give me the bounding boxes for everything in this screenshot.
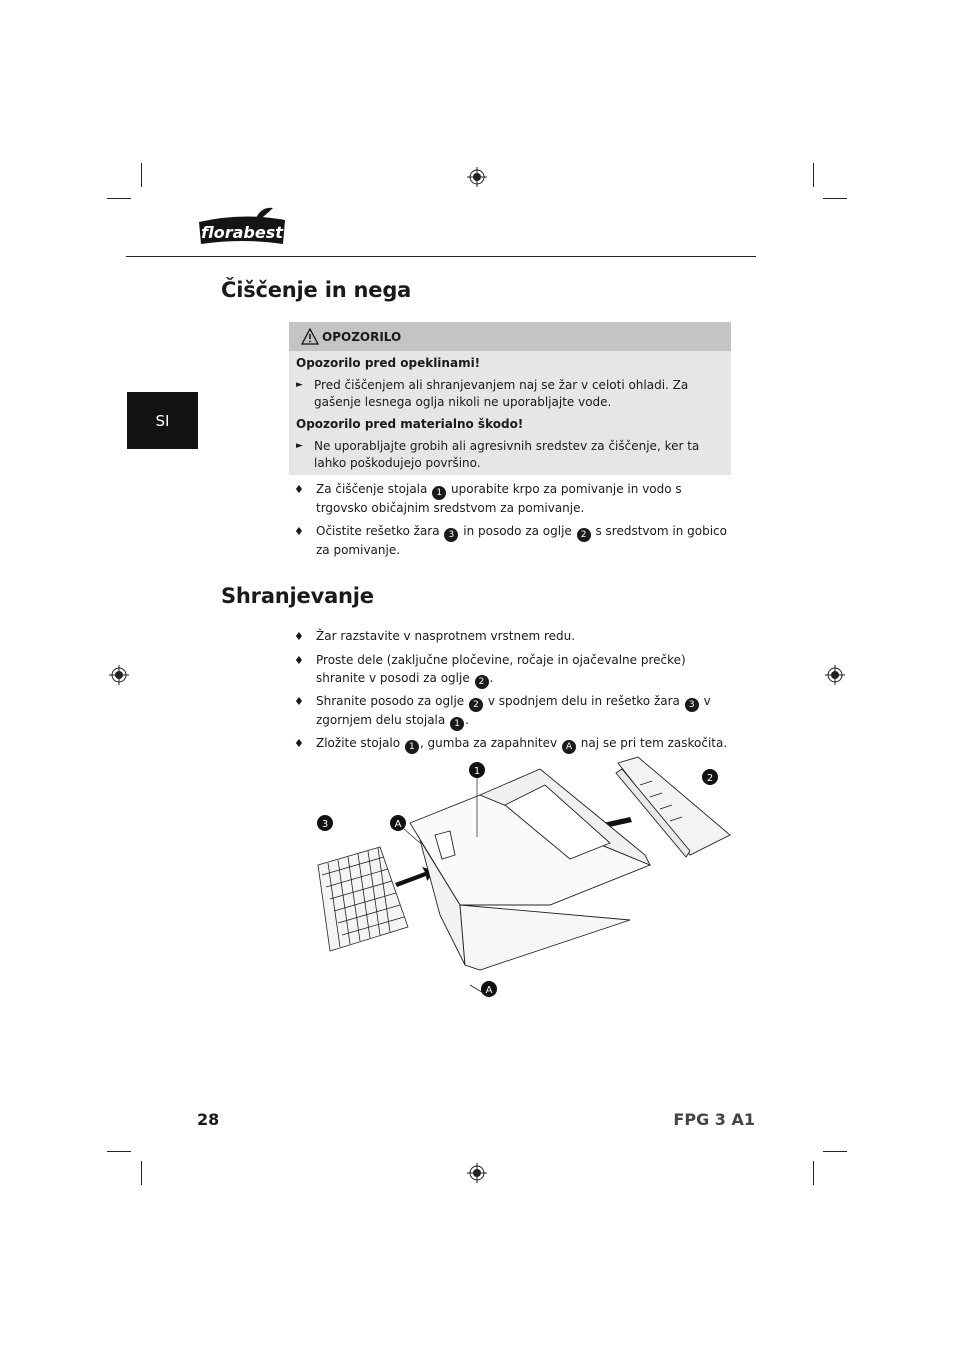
bullet-text: Zložite stojalo [316, 736, 401, 750]
diamond-bullet-icon: ♦ [294, 737, 304, 750]
warning-header [289, 322, 731, 351]
diamond-bullet-icon: ♦ [294, 630, 304, 643]
ref-number: 1 [450, 717, 464, 731]
list-item [294, 693, 734, 731]
grill-storage-illustration [300, 755, 740, 1000]
ref-number: 1 [405, 740, 419, 754]
diamond-bullet-icon: ♦ [294, 525, 304, 538]
grill-stand-drawing [410, 769, 650, 997]
registration-mark-icon [467, 1163, 487, 1183]
bullet-text: Za čiščenje stojala [316, 482, 428, 496]
section-title-cleaning: Čiščenje in nega [221, 278, 412, 302]
registration-mark-icon [467, 167, 487, 187]
list-item [294, 481, 734, 518]
crop-mark [823, 198, 847, 199]
callout-3 [317, 815, 333, 831]
callout-label: 1 [473, 766, 481, 777]
language-tab [127, 392, 198, 449]
arrow-marker-icon: ► [296, 380, 303, 390]
warning-subtitle-burns: Opozorilo pred opeklinami! [296, 356, 481, 370]
bullet-text: . [489, 670, 494, 685]
section-title-storage: Shranjevanje [221, 584, 374, 608]
diamond-bullet-icon: ♦ [294, 483, 304, 496]
bullet-text: naj se pri tem zaskočita. [580, 736, 728, 750]
bullet-text: Očistite rešetko žara [316, 524, 440, 538]
list-item [294, 652, 714, 689]
warning-text: Pred čiščenjem ali shranjevanjem naj se žar v celoti ohladi. Za gašenje lesnega oglja nikoli ne uporabljajte vode. [314, 378, 689, 409]
arrow-marker-icon: ► [296, 441, 303, 451]
bullet-text: Shranite posodo za oglje [316, 694, 465, 708]
diamond-bullet-icon: ♦ [294, 654, 304, 667]
bullet-text: in posodo za oglje [463, 524, 572, 538]
crop-mark [141, 163, 142, 187]
bullet-text: v zgornjem delu stojala [316, 694, 711, 727]
crop-mark [813, 1161, 814, 1185]
warning-item [296, 438, 716, 472]
language-label: SI [155, 411, 170, 430]
bullet-text: , gumba za zapahnitev [419, 736, 558, 750]
bullet-text: . [465, 713, 469, 727]
bullet-text: s sredstvom in gobico za pomivanje. [316, 524, 727, 557]
warning-box [289, 322, 731, 475]
ref-number: 2 [469, 698, 483, 712]
callout-label: 3 [321, 819, 329, 830]
crop-mark [107, 1151, 131, 1152]
bullet-text: v spodnjem delu in rešetko žara [487, 694, 680, 708]
ref-number: 3 [685, 698, 699, 712]
warning-text: Ne uporabljajte grobih ali agresivnih sredstev za čiščenje, ker ta lahko poškodujejo površino. [314, 439, 700, 470]
warning-item [296, 377, 716, 411]
ref-number: A [562, 740, 576, 754]
warning-subtitle-damage: Opozorilo pred materialno škodo! [296, 417, 524, 431]
ref-number: 2 [475, 675, 489, 689]
list-item [294, 628, 734, 646]
warning-label: OPOZORILO [322, 329, 402, 344]
callout-label: A [485, 985, 493, 996]
brand-name: florabest [201, 223, 283, 242]
florabest-logo [197, 206, 287, 246]
crop-mark [141, 1161, 142, 1185]
bullet-text: Žar razstavite v nasprotnem vrstnem redu. [316, 629, 576, 643]
model-number: FPG 3 A1 [673, 1110, 755, 1129]
ref-number: 1 [432, 486, 446, 500]
crop-mark [823, 1151, 847, 1152]
grill-grate-drawing [318, 847, 408, 951]
warning-triangle-icon [301, 328, 319, 345]
diamond-bullet-icon: ♦ [294, 695, 304, 708]
registration-mark-icon [109, 665, 129, 685]
callout-A-bottom [481, 981, 497, 997]
bullet-text: Proste dele (zaključne pločevine, ročaje in ojačevalne prečke) shranite v posodi za oglje [316, 653, 686, 685]
registration-mark-icon [825, 665, 845, 685]
ref-number: 2 [577, 528, 591, 542]
bullet-text: uporabite krpo za pomivanje in vodo s trgovsko običajnim sredstvom za pomivanje. [316, 482, 682, 515]
callout-label: 2 [706, 773, 714, 784]
callout-2 [702, 769, 718, 785]
list-item [294, 523, 734, 560]
list-item [294, 735, 734, 754]
callout-label: A [394, 819, 402, 830]
page-number: 28 [197, 1110, 220, 1129]
header-rule [126, 256, 756, 257]
crop-mark [107, 198, 131, 199]
crop-mark [813, 163, 814, 187]
ref-number: 3 [444, 528, 458, 542]
